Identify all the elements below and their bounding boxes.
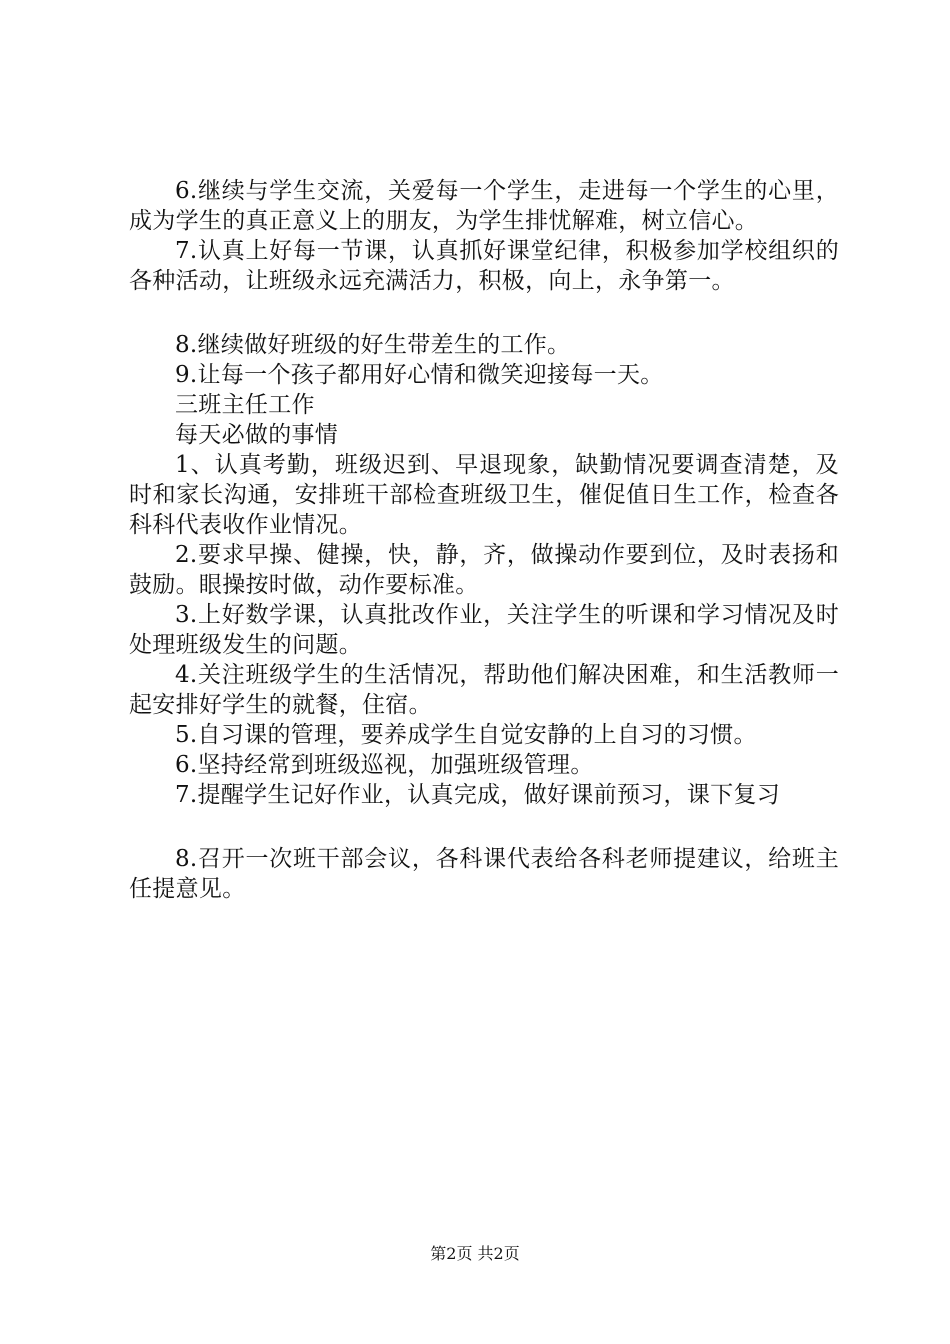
paragraph-6-communicate: 6.继续与学生交流，关爱每一个学生，走进每一个学生的心里，成为学生的真正意义上的朋友，为学生排忧解难，树立信心。 [129, 178, 839, 234]
subheading-daily-tasks: 每天必做的事情 [175, 422, 339, 448]
page-footer: 第2页 共2页 [430, 1244, 520, 1263]
document-body [129, 176, 839, 904]
section-heading-teacher-work: 三班主任工作 [175, 392, 315, 418]
paragraph-4-student-life: 4.关注班级学生的生活情况，帮助他们解决困难，和生活教师一起安排好学生的就餐，住宿。 [129, 662, 839, 718]
paragraph-6-patrol: 6.坚持经常到班级巡视，加强班级管理。 [175, 752, 594, 778]
paragraph-7-homework: 7.提醒学生记好作业，认真完成，做好课前预习，课下复习 [175, 782, 781, 808]
paragraph-2-exercises: 2.要求早操、健操，快，静，齐，做操动作要到位，及时表扬和鼓励。眼操按时做，动作要标准。 [129, 542, 839, 598]
paragraph-1-attendance: 1、认真考勤，班级迟到、早退现象，缺勤情况要调查清楚，及时和家长沟通，安排班干部检查班级卫生，催促值日生工作，检查各科科代表收作业情况。 [129, 452, 839, 538]
paragraph-3-math-class: 3.上好数学课，认真批改作业，关注学生的听课和学习情况及时处理班级发生的问题。 [129, 602, 839, 658]
paragraph-8-meeting: 8.召开一次班干部会议，各科课代表给各科老师提建议，给班主任提意见。 [129, 846, 839, 902]
paragraph-7-classes: 7.认真上好每一节课，认真抓好课堂纪律，积极参加学校组织的各种活动，让班级永远充满活力，积极，向上，永争第一。 [129, 238, 839, 294]
paragraph-5-self-study: 5.自习课的管理，要养成学生自觉安静的上自习的习惯。 [175, 722, 757, 748]
paragraph-9-smile: 9.让每一个孩子都用好心情和微笑迎接每一天。 [175, 362, 664, 388]
paragraph-8-peer-help: 8.继续做好班级的好生带差生的工作。 [175, 332, 571, 358]
